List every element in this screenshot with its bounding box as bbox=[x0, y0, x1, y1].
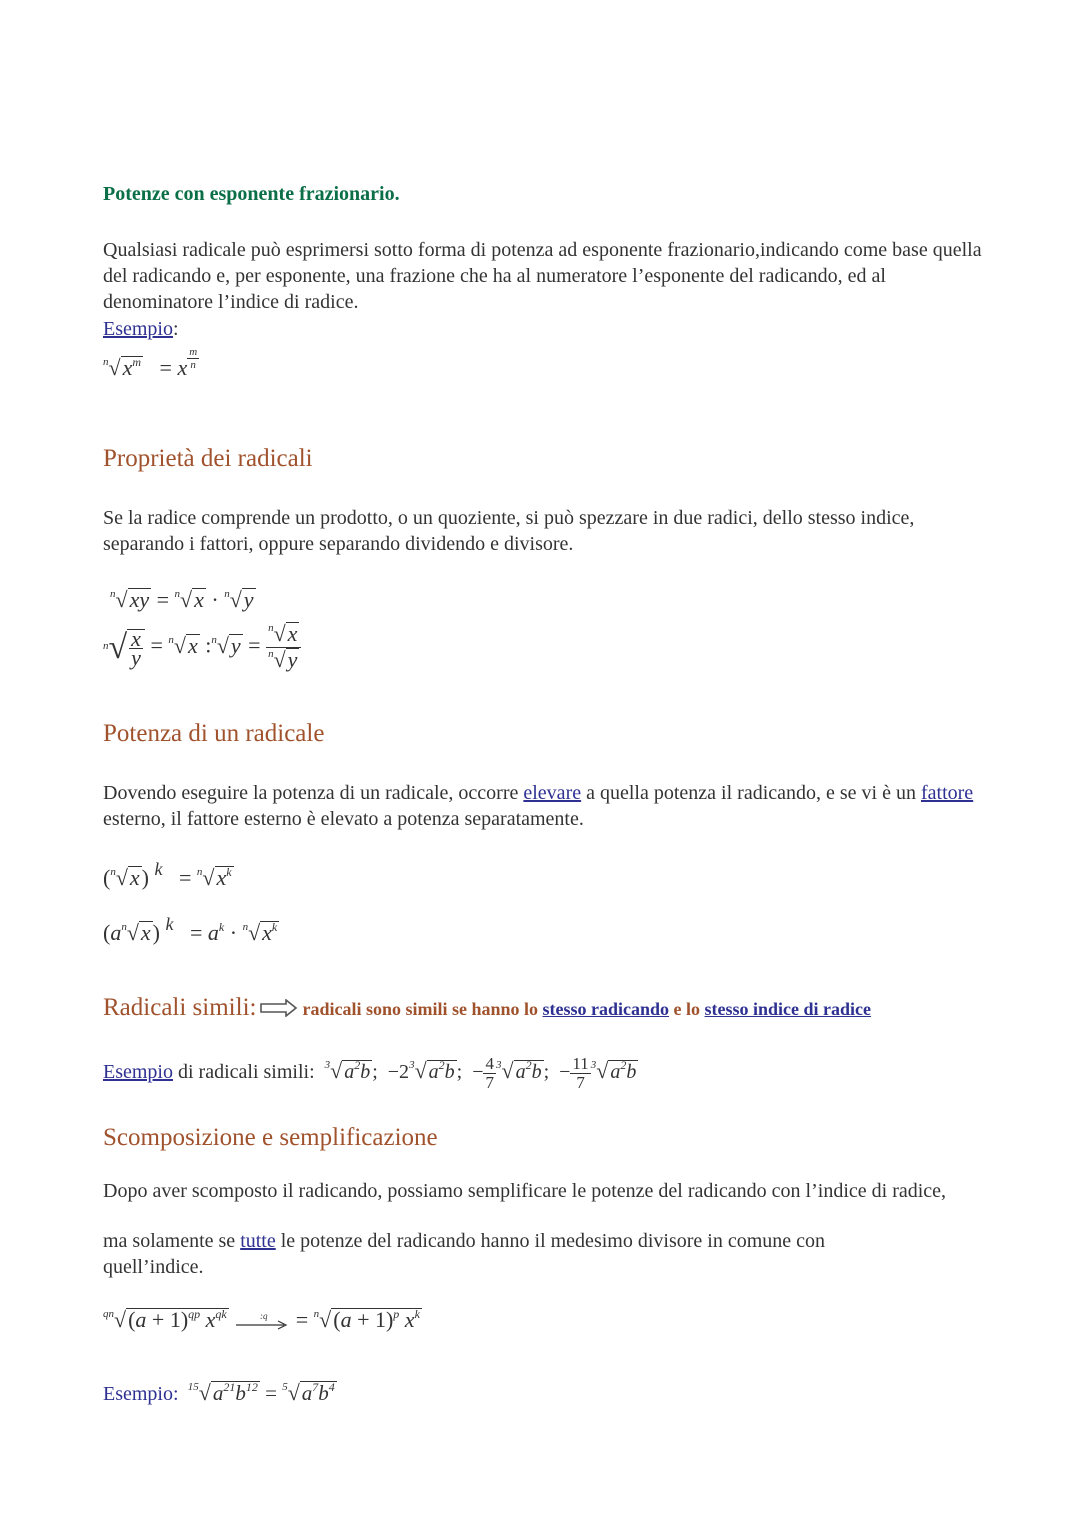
section-title-fractional-powers: Potenze con esponente frazionario. bbox=[103, 183, 400, 205]
example-link[interactable]: Esempio bbox=[103, 318, 173, 340]
similar-radicals-line: Radicali simili: radicali sono simili se hanno lo stesso radicando e lo stesso indice di radice bbox=[103, 994, 872, 1021]
paragraph-radical-properties: Se la radice comprende un prodotto, o un quoziente, si può spezzare in due radici, dello stesso indice, separando i fattori, oppure separando dividendo e divisore. bbox=[103, 507, 915, 555]
section-title-similar-radicals: Radicali simili: bbox=[103, 994, 257, 1021]
formula-power-of-root: ($^n$√x) $^k$ = $^n√x^k$ bbox=[103, 859, 232, 890]
long-arrow-icon bbox=[234, 1311, 290, 1331]
example-link-similar[interactable]: Esempio bbox=[103, 1061, 173, 1084]
link-tutte[interactable]: tutte bbox=[240, 1230, 276, 1252]
link-elevare[interactable]: elevare bbox=[523, 782, 582, 804]
formula-simplification: $^{qn}√(a + 1)^{qp}$ $x^{qk}$ :q = $^n√(a + 1)^p$ $x^k$ bbox=[103, 1307, 420, 1332]
section-title-radical-properties: Proprietà dei radicali bbox=[103, 445, 313, 472]
link-stesso-indice[interactable]: stesso indice di radice bbox=[704, 999, 872, 1019]
link-stesso-radicando[interactable]: stesso radicando bbox=[542, 999, 670, 1019]
formula-similar-radicals: $^3$√ $a^2b$ ; $-2^3√$ $a^2b$ ; − $\frac{4}{7}$ $^3$√ $a^2b$ ; − $\frac{11}{7}$ $^3$√ $a^2b$ bbox=[324, 1054, 637, 1092]
paragraph-radical-power: Dovendo eseguire la potenza di un radicale, occorre elevare a quella potenza il radicando, e se vi è un fattore esterno, il fattore esterno è elevato a potenza separatamente. bbox=[103, 782, 974, 830]
link-fattore[interactable]: fattore bbox=[920, 782, 974, 804]
paragraph-decomposition-2: ma solamente se tutte le potenze del radicando hanno il medesimo divisore in comune con quell’indice. bbox=[103, 1230, 826, 1278]
simplification-example: Esempio: $^{15}√a^{21}b^{12} = ^5√a^7b^4$ bbox=[103, 1380, 335, 1405]
section-title-decomposition: Scomposizione e semplificazione bbox=[103, 1124, 438, 1151]
formula-power-with-factor: $(a^n√x)$ $^k$ = $a^k \cdot ^n√x^k$ bbox=[103, 914, 278, 945]
formula-simplification-example: $^{15}√a^{21}b^{12} = ^5√a^7b^4$ bbox=[187, 1380, 335, 1405]
right-arrow-icon bbox=[260, 999, 298, 1017]
similar-radicals-example: Esempio di radicali simili: $^3$√ $a^2b$ ; $-2^3√$ $a^2b$ ; − $\frac{4}{7}$ $^3$√ $a^2b$ ; − $\frac{11}{7}$ $^3$√ $a^2b$ bbox=[103, 1054, 637, 1092]
paragraph-fractional-powers: Qualsiasi radicale può esprimersi sotto forma di potenza ad esponente frazionario,indicando come base quella del radicando e, per esponente, una frazione che ha al numeratore l’esponente del radicando, ed al denominatore l’indice di radice. bbox=[103, 239, 982, 313]
section-title-radical-power: Potenza di un radicale bbox=[103, 720, 325, 747]
example-line: Esempio: bbox=[103, 318, 179, 340]
formula-fractional-exponent: $^n√x^m$ = x $^{\frac{m}{n}}$ bbox=[103, 345, 198, 380]
formula-product-rule: $^n$√xy = $^n$√x · $^n$√y bbox=[110, 587, 254, 612]
svg-text::q: :q bbox=[260, 1311, 268, 1321]
paragraph-decomposition-1: Dopo aver scomposto il radicando, possiamo semplificare le potenze del radicando con l’indice di radice, bbox=[103, 1180, 947, 1202]
formula-quotient-rule: n√ $\frac{x}{y}$ = $^n$√x :$^n$√y = $\frac{^n√x}{^n√y}$ bbox=[103, 622, 301, 673]
